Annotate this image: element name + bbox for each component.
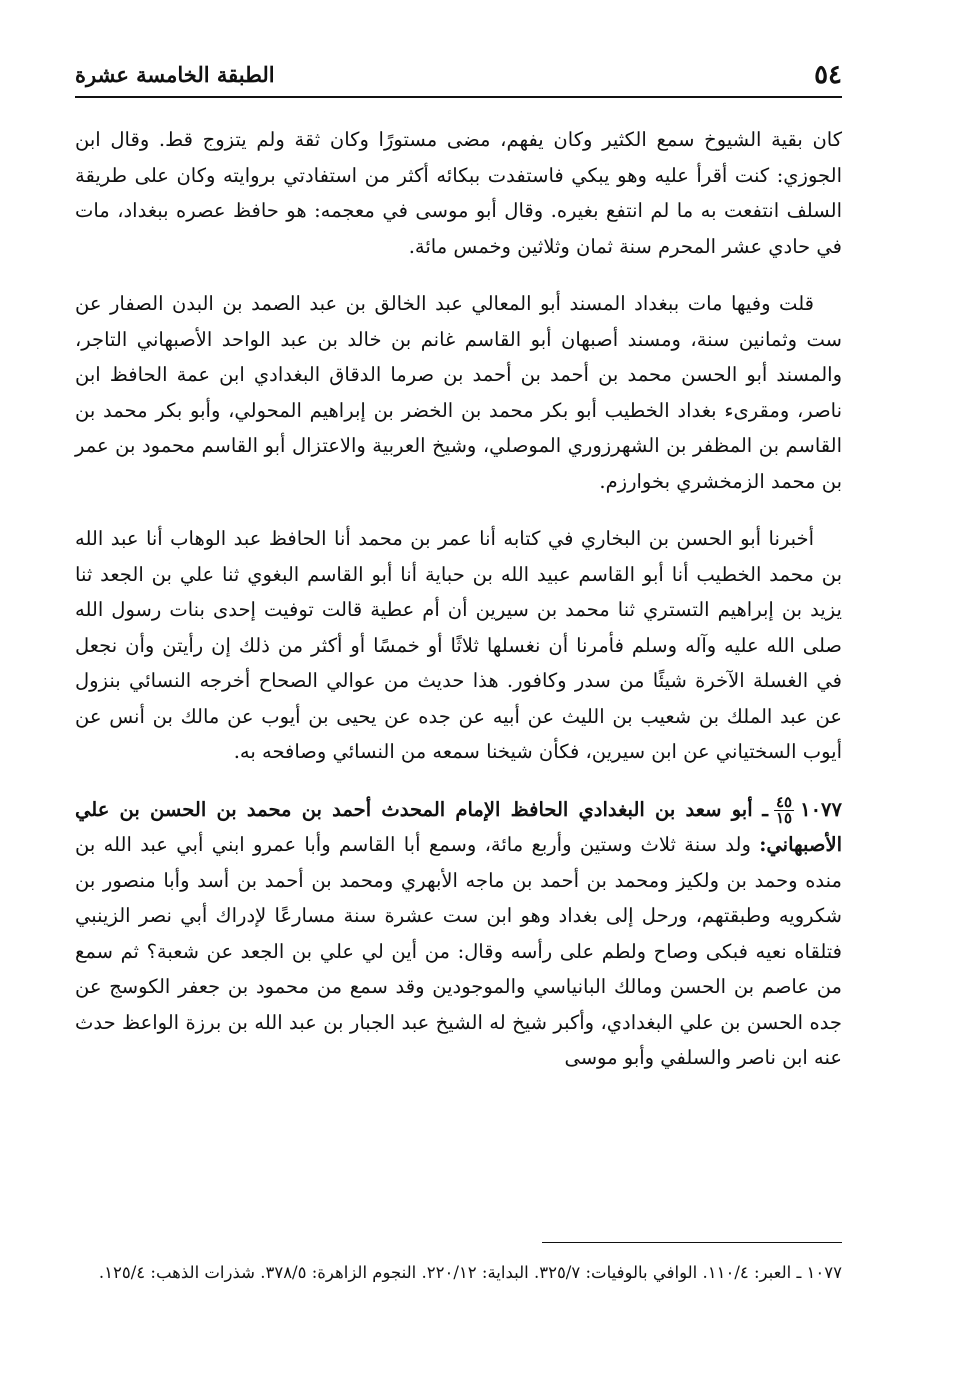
footnote: ١٠٧٧ ـ العبر: ١١٠/٤. الوافي بالوفيات: ٣٢٥/٧. البداية: ٢٢٠/١٢. النجوم الزاهرة: ٣٧٨/٥. شذرات الذهب: ١٢٥/٤. <box>98 1263 842 1282</box>
biography-entry <box>75 792 842 1076</box>
page-header <box>75 56 842 98</box>
paragraph-3: أخبرنا أبو الحسن بن البخاري في كتابه أنا عمر بن محمد أنا الحافظ عبد الوهاب أنا عبد الله بن محمد الخطيب أنا أبو القاسم عبيد الله بن حباية أنا أبو القاسم البغوي ثنا علي بن الجعد ثنا يزيد بن إبراهيم التستري ثنا محمد بن سيرين أن أم عطية قالت توفيت إحدى بنات رسول الله صلى الله عليه وآله وسلم فأمرنا أن نغسلها ثلاثًا أو خمسًا أو أكثر من ذلك إن رأيتن وأن نجعل في الغسلة الآخرة شيئًا من سدر وكافور. هذا حديث من عوالي الصحاح أخرجه النسائي بنزول عن عبد الملك بن شعيب بن الليث عن أبيه عن جده عن يحيى بن أيوب عن مالك بن أنس عن أيوب السختياني عن ابن سيرين، فكأن شيخنا سمعه من النسائي وصافحه به. <box>75 527 842 763</box>
fraction-bottom: ١٥ <box>775 808 793 827</box>
entry-fraction <box>774 792 794 827</box>
entry-text: ولد سنة ثلاث وستين وأربع مائة، وسمع أبا القاسم وأبا عمرو ابني أبي عبد الله بن منده وحمد بن ولكيز ومحمد بن أحمد بن ماجه الأبهري ومحمد بن أحمد بن أسد وأبا منصور بن شكرويه وطبقتهم، ورحل إلى بغداد وهو ابن ست عشرة سنة مسارعًا لإدراك أبي نصر الزينبي فتلقاه نعيه فبكى وصاح ولطم على رأسه وقال: من أين لي علي بن الجعد عن شعبة؟ ثم سمع من عاصم بن الحسن ومالك البانياسي والموجودين وقد سمع من محمود بن جعفر الكوسج عن جده الحسن بن علي البغدادي، وأكبر شيخ له الشيخ عبد الجبار بن عبد الله بن برزة الواعظ حدث عنه ابن ناصر والسلفي وأبو موسى <box>75 833 842 1069</box>
paragraph-2: قلت وفيها مات ببغداد المسند أبو المعالي عبد الخالق بن عبد الصمد بن البدن الصفار عن ست وثمانين سنة، ومسند أصبهان أبو القاسم غانم بن خالد بن عبد الواحد الأصبهاني التاجر، والمسند أبو الحسن محمد بن أحمد بن أحمد بن صرما الدقاق البغدادي ابن عمة الحافظ ابن ناصر، ومقرىء بغداد الخطيب أبو بكر محمد بن الخضر بن إبراهيم المحولي، وأبو بكر محمد بن القاسم بن المظفر بن الشهرزوري الموصلي، وشيخ العربية والاعتزال أبو القاسم محمود بن عمر بن محمد الزمخشري بخوارزم. <box>75 292 842 493</box>
entry-name: أبو سعد بن البغدادي الحافظ الإمام المحدث أحمد بن محمد بن الحسن بن علي الأصبهاني: <box>75 797 842 856</box>
entry-number: ١٠٧٧ <box>800 797 842 821</box>
running-title: الطبقة الخامسة عشرة <box>75 62 275 87</box>
page-number: ٥٤ <box>814 60 842 90</box>
paragraph-1: كان بقية الشيوخ سمع الكثير وكان يفهم، مضى مستورًا وكان ثقة ولم يتزوج قط. وقال ابن الجوزي: كنت أقرأ عليه وهو يبكي فاستفدت ببكائه أكثر من استفادتي بروايته وكان على طريقة السلف انتفعت به ما لم انتفع بغيره. وقال أبو موسى في معجمه: هو حافظ عصره ببغداد، مات في حادي عشر المحرم سنة ثمان وثلاثين وخمس مائة. <box>75 128 842 258</box>
entry-dash: ـ <box>762 797 768 821</box>
footnote-divider <box>542 1242 842 1243</box>
page-body <box>75 122 842 1098</box>
fraction-top: ٤٥ <box>775 792 793 811</box>
